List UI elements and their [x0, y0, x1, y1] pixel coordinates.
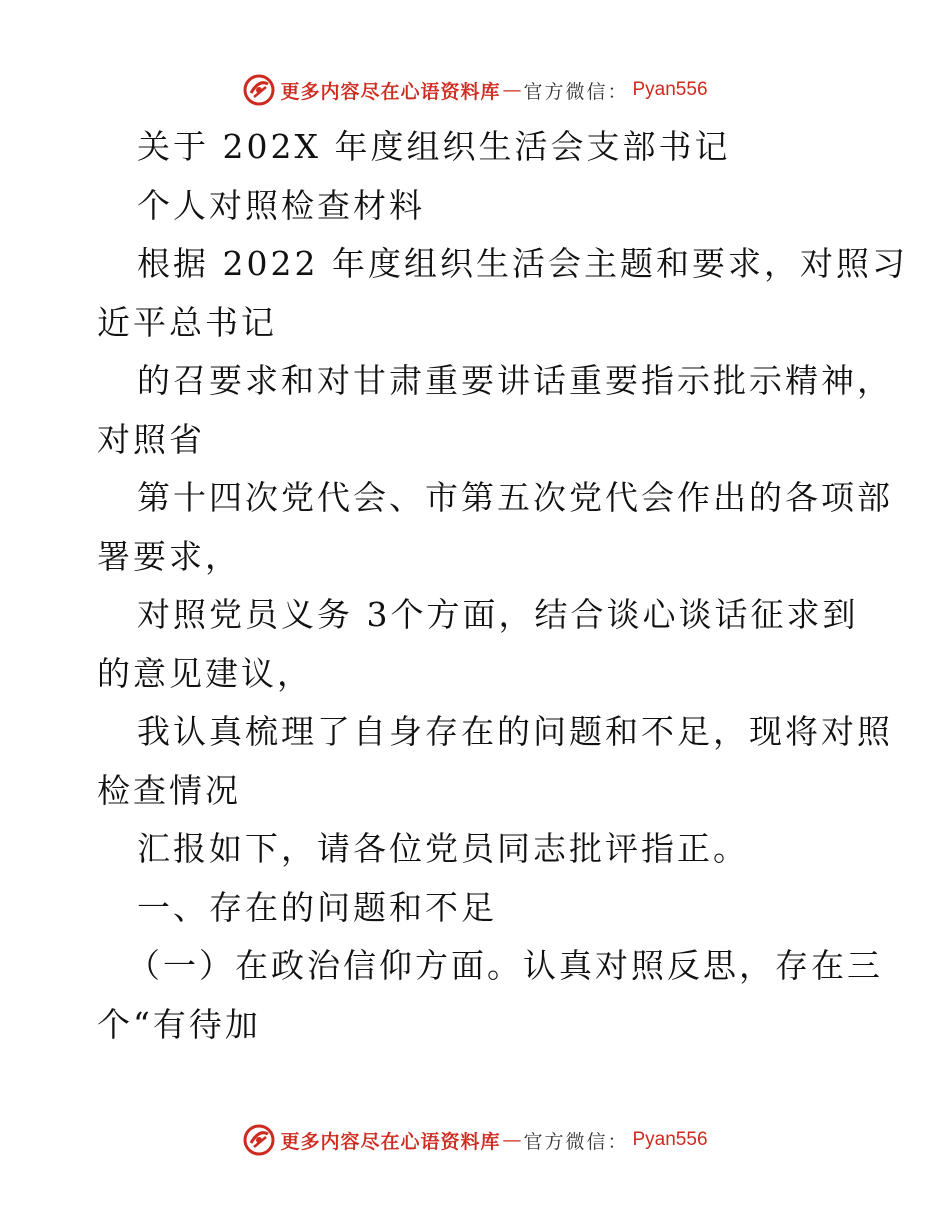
- paragraph-3-line-1: 第十四次党代会、市第五次党代会作出的各项部: [137, 478, 893, 517]
- footer-watermark: [0, 1120, 950, 1160]
- title-line-2: 个人对照检查材料: [137, 185, 425, 225]
- subsection-1-line-1: （一）在政治信仰方面。认真对照反思，存在三: [127, 946, 883, 985]
- watermark-separator: —: [502, 79, 522, 101]
- paragraph-1-line-1: 根据 2022 年度组织生活会主题和要求，对照习: [137, 244, 908, 283]
- paragraph-3-line-2: 署要求，: [97, 536, 241, 576]
- paragraph-2-line-2: 对照省: [97, 419, 205, 459]
- paragraph-6-line-1: 汇报如下，请各位党员同志批评指正。: [137, 829, 749, 868]
- title-line-1: 关于 202X 年度组织生活会支部书记: [137, 127, 731, 166]
- watermark-separator: —: [502, 1129, 522, 1151]
- subsection-1-line-2: 个“有待加: [97, 1004, 261, 1044]
- watermark-wechat-id: Pyan556: [632, 79, 708, 100]
- logo-icon: [242, 1123, 276, 1157]
- watermark-wechat-id: Pyan556: [632, 1129, 708, 1150]
- section-heading-1: 一、存在的问题和不足: [137, 887, 497, 927]
- logo-icon: [242, 73, 276, 107]
- paragraph-5-line-2: 检查情况: [97, 770, 241, 810]
- paragraph-1-line-2: 近平总书记: [97, 302, 277, 342]
- header-watermark: [0, 70, 950, 110]
- document-body: [97, 118, 908, 1054]
- paragraph-4-line-1: 对照党员义务 3个方面，结合谈心谈话征求到: [137, 595, 859, 634]
- paragraph-4-line-2: 的意见建议，: [97, 653, 313, 693]
- paragraph-2-line-1: 的召要求和对甘肃重要讲话重要指示批示精神，: [137, 361, 893, 400]
- watermark-official-label: 官方微信：: [523, 1130, 629, 1153]
- watermark-text: 更多内容尽在心语资料库: [280, 80, 501, 103]
- paragraph-5-line-1: 我认真梳理了自身存在的问题和不足，现将对照: [137, 712, 893, 751]
- watermark-official-label: 官方微信：: [523, 80, 629, 103]
- watermark-text: 更多内容尽在心语资料库: [280, 1130, 501, 1153]
